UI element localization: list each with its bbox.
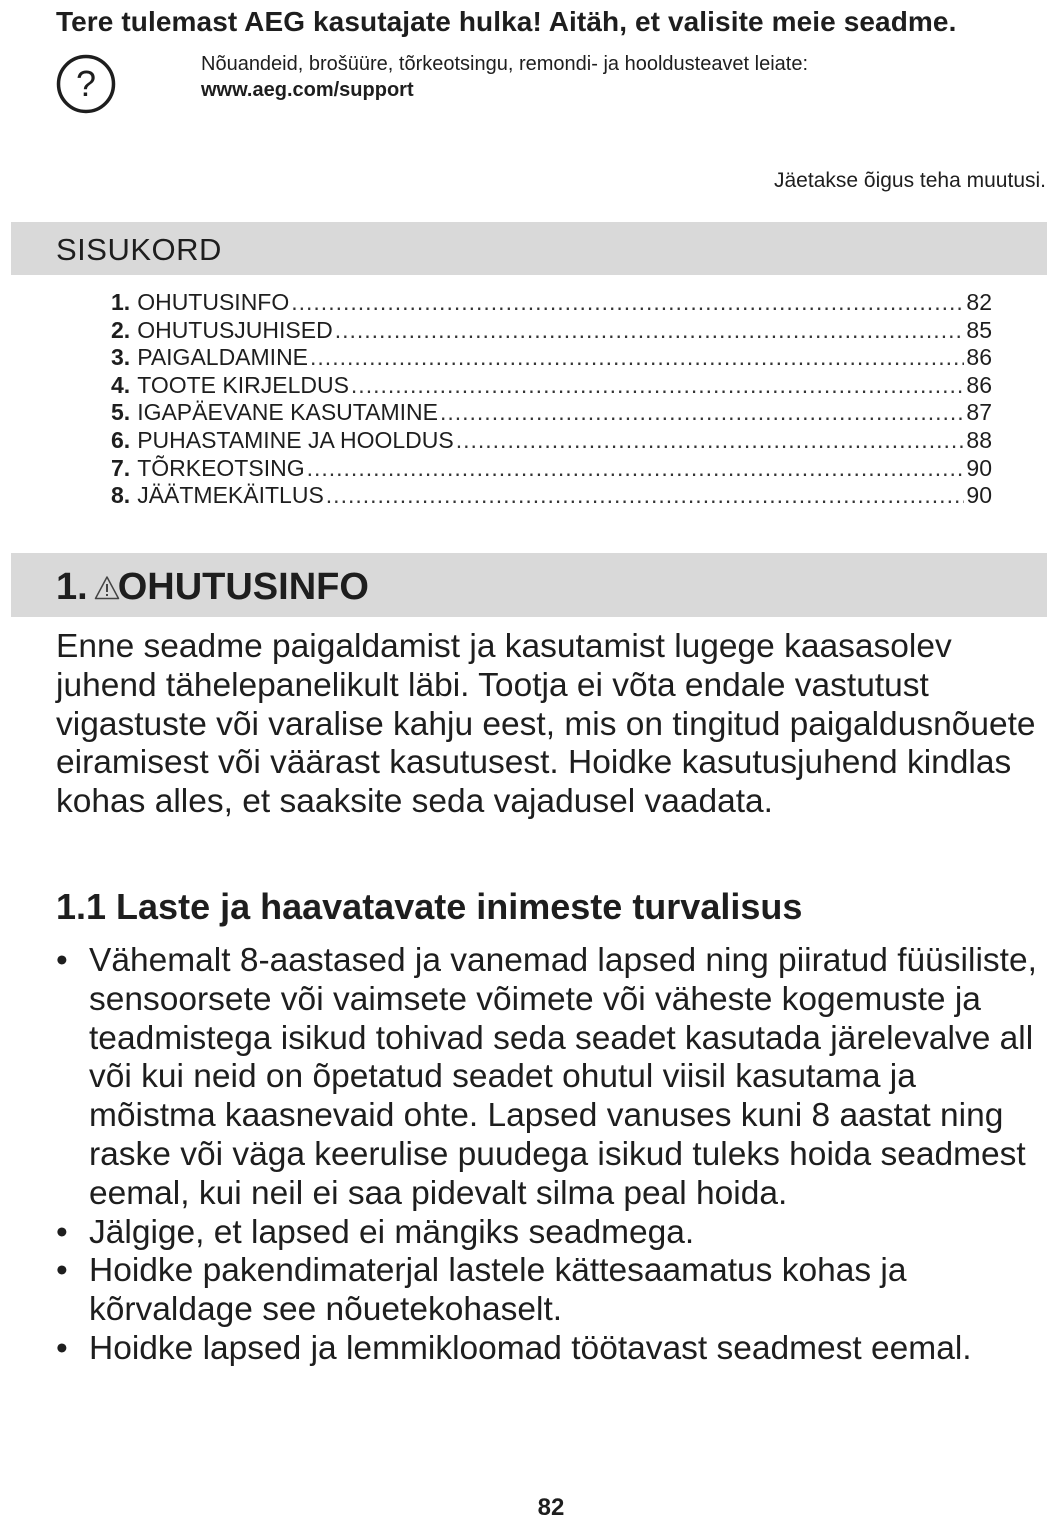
question-circle-icon (56, 54, 116, 114)
subsection-heading: 1.1 Laste ja haavatavate inimeste turvalisus (56, 886, 803, 927)
section-title (56, 566, 369, 609)
safety-bullet-list (56, 942, 1051, 1369)
toc-item[interactable]: 5. IGAPÄEVANE KASUTAMINE ..... 87 (111, 399, 992, 427)
section-title-text: OHUTUSINFO (117, 566, 369, 608)
support-description: Nõuandeid, brošüüre, tõrkeotsingu, remondi- ja hooldusteavet leiate: (201, 53, 809, 75)
intro-paragraph: Enne seadme paigaldamist ja kasutamist lugege kaasasolev juhend tähelepanelikult läbi. Tootja ei võta endale vastutust vigastuste või varalise kahju eest, mis on tingitud paigaldusnõuete eiramisest või väärast kasutusest. Hoidke kasutusjuhend kindlas kohas alles, et saaksite seda vajadusel vaadata. (56, 628, 1036, 821)
toc-header-band (11, 222, 1047, 275)
section-number: 1. (56, 566, 88, 608)
toc-item[interactable]: 6. PUHASTAMINE JA HOOLDUS ..... 88 (111, 427, 992, 455)
toc-item[interactable]: 7. TÕRKEOTSING ..... 90 (111, 455, 992, 483)
svg-text:?: ? (75, 63, 97, 104)
list-item: • Hoidke pakendimaterjal lastele kättesaamatus kohas ja kõrvaldage see nõuetekohaselt. (56, 1252, 1051, 1330)
list-item: • Vähemalt 8-aastased ja vanemad lapsed ning piiratud füüsiliste, sensoorsete või vaimsete võimete või väheste kogemuste ja teadmistega isikud tohivad seda seadet kasutada järelevalve all või kui neid on õpetatud seadet ohutul viisil kasutama ja mõistma kaasnevaid ohte. Lapsed vanuses kuni 8 aastat ning raske või väga keerulise puudega isikud tuleks hoida seadmest eemal, kui neil ei saa pidevalt silma peal hoida. (56, 942, 1051, 1214)
toc-item[interactable]: 8. JÄÄTMEKÄITLUS ..... 90 (111, 482, 992, 510)
list-item: • Jälgige, et lapsed ei mängiks seadmega. (56, 1214, 1051, 1253)
support-link[interactable]: www.aeg.com/support (201, 79, 414, 101)
section-header-band (11, 553, 1047, 617)
page-number: 82 (537, 1494, 565, 1521)
toc-item[interactable]: 4. TOOTE KIRJELDUS ..... 86 (111, 372, 992, 400)
toc-item[interactable]: 2. OHUTUSJUHISED ..... 85 (111, 317, 992, 345)
list-item: • Hoidke lapsed ja lemmikloomad töötavast seadmest eemal. (56, 1330, 1051, 1369)
toc-item[interactable]: 3. PAIGALDAMINE ..... 86 (111, 344, 992, 372)
support-info (201, 51, 808, 103)
disclaimer: Jäetakse õigus teha muutusi. (774, 169, 1046, 192)
toc-item[interactable]: 1. OHUTUSINFO ..... 82 (111, 289, 992, 317)
table-of-contents (111, 289, 992, 510)
warning-triangle-icon (94, 575, 120, 601)
welcome-heading: Tere tulemast AEG kasutajate hulka! Aitäh, et valisite meie seadme. (56, 6, 957, 37)
toc-title: SISUKORD (56, 232, 222, 267)
